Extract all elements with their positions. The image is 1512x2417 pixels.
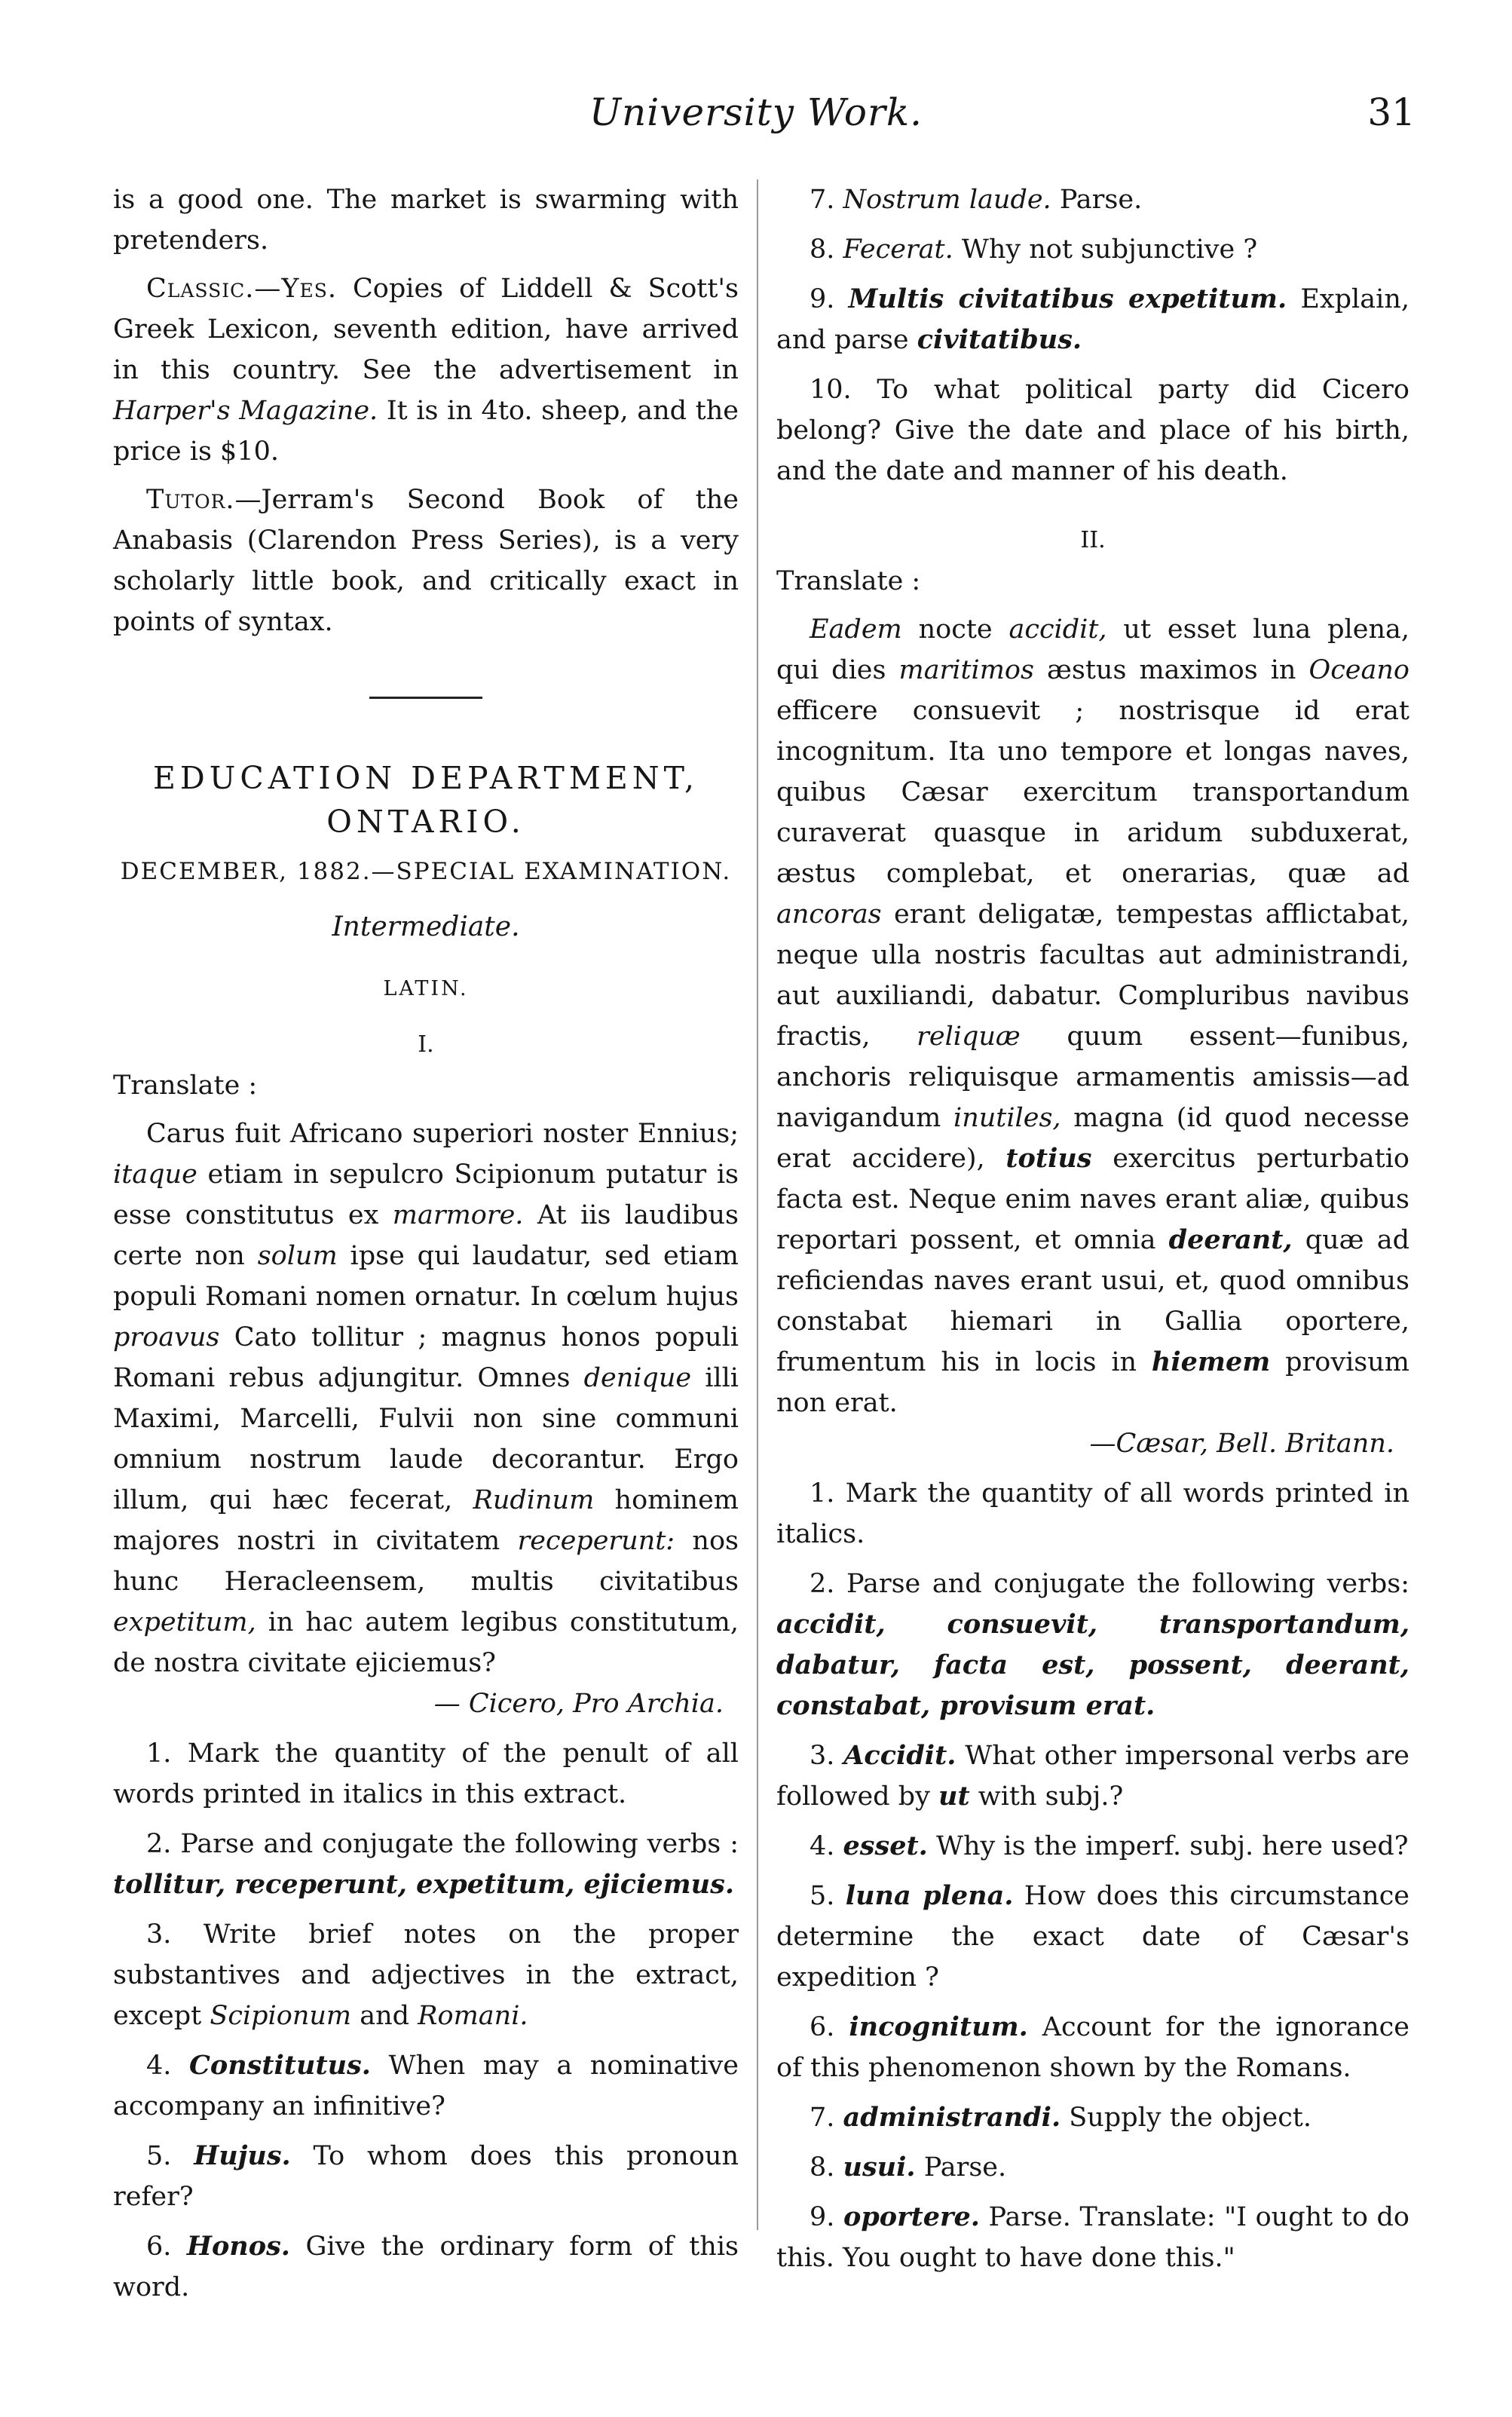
question-item [113, 2136, 739, 2217]
text-run: To whom does this pronoun refer? [113, 2141, 739, 2212]
italic-word: reliquæ [917, 1022, 1021, 1052]
classic-paragraph [113, 268, 739, 472]
text-run: 4. [146, 2051, 190, 2081]
classic-magazine: Harper's Magazine. [113, 396, 378, 426]
text-run: Cato tollitur ; magnus honos populi Romani rebus adjungitur. Omnes [113, 1322, 739, 1393]
text-run: 4. [810, 1831, 843, 1861]
italic-word: maritimos [898, 655, 1034, 685]
question-item [113, 1914, 739, 2036]
question-item [776, 229, 1409, 270]
italic-word: ancoras [776, 899, 882, 930]
passage-attribution: — Cicero, Pro Archia. [433, 1689, 724, 1719]
question-list [776, 1473, 1409, 2278]
left-column [113, 179, 739, 2308]
text-run: 1. Mark the quantity of all words printed in italics. [776, 1478, 1409, 1549]
question-list-continued [776, 179, 1409, 492]
page-header [0, 90, 1512, 151]
question-item [113, 1824, 739, 1905]
text-run: ut esset luna plena, qui dies [776, 614, 1410, 685]
text-run: Parse. [1051, 185, 1143, 215]
continued-paragraph: is a good one. The market is swarming with pretenders. [113, 185, 739, 256]
italic-word: accidit, [1009, 614, 1107, 645]
text-run: Account for the ignorance of this phenomenon shown by the Romans. [776, 2012, 1409, 2083]
tutor-paragraph [113, 479, 739, 642]
italic-word: accidit, consuevit, transportandum, dabatur, facta est, possent, deerant, constabat, provisum erat. [776, 1609, 1409, 1721]
question-item [113, 2045, 739, 2127]
italic-word: hiemem [1151, 1346, 1271, 1377]
dept-heading-line2: ONTARIO. [326, 804, 525, 840]
question-item [113, 1733, 739, 1815]
text-run: Give the ordinary form of this word. [113, 2232, 739, 2302]
italic-word: totius [1005, 1143, 1092, 1174]
text-run: etiam in sepulcro Scipionum putatur is esse constitutus ex [113, 1159, 739, 1230]
text-run: When may a nominative accompany an infinitive? [113, 2051, 739, 2121]
italic-word: Accidit. [843, 1740, 956, 1771]
section-rule [369, 697, 482, 699]
text-run: hominem majores nostri in civitatem [113, 1485, 739, 1556]
italic-word: Eadem [810, 614, 902, 645]
text-run: 2. Parse and conjugate the following verbs: [810, 1569, 1409, 1599]
text-run: æstus maximos in [1033, 655, 1309, 685]
italic-word: oportere. [843, 2201, 980, 2232]
italic-word: Romani. [418, 2001, 528, 2031]
italic-word: Rudinum [473, 1485, 595, 1515]
text-run: At iis laudibus certe non [113, 1200, 739, 1271]
question-item [776, 369, 1409, 492]
question-item [776, 1876, 1409, 1998]
text-run: and [351, 2001, 418, 2031]
italic-word: inutiles, [953, 1103, 1061, 1133]
text-run: 7. [810, 185, 843, 215]
question-item [776, 2007, 1409, 2088]
section-number: II. [1080, 527, 1106, 553]
classic-text-a: Copies of Liddell & Scott's Greek Lexicon, seventh edition, have arrived in this country. See the advertisement in [113, 274, 739, 385]
text-run: quum essent—funibus, anchoris reliquisque armamentis amissis—ad navigandum [776, 1022, 1409, 1133]
italic-word: civitatibus. [917, 324, 1082, 355]
italic-word: itaque [113, 1159, 197, 1190]
italic-word: incognitum. [849, 2011, 1028, 2042]
tutor-label: Tutor. [146, 485, 235, 515]
text-run: erant deligatæ, tempestas afflictabat, neque ulla nostris facultas aut administrandi, aut auxiliandi, dabatur. Compluribus navibus fractis, [776, 899, 1409, 1052]
italic-word: Constitutus. [189, 2050, 371, 2081]
question-item [776, 279, 1409, 360]
italic-word: denique [583, 1363, 692, 1393]
italic-word: Oceano [1308, 655, 1409, 685]
italic-word: marmore. [392, 1200, 524, 1230]
italic-word: expetitum, [113, 1607, 256, 1637]
text-run: How does this circumstance determine the exact date of Cæsar's expedition ? [776, 1881, 1410, 1993]
text-run: Explain, and parse [776, 284, 1409, 355]
running-head: University Work. [589, 90, 923, 134]
classic-text-b: It is in 4to. sheep, and the price is $10. [113, 396, 739, 467]
italic-word: esset. [843, 1830, 928, 1861]
latin-passage [113, 1114, 739, 1683]
question-item [776, 2147, 1409, 2188]
question-item [776, 1473, 1409, 1555]
italic-word: administrandi. [843, 2102, 1061, 2133]
text-run: 9. [810, 2202, 843, 2232]
italic-word: deerant, [1168, 1224, 1293, 1255]
translate-label: Translate : [776, 566, 921, 596]
question-item [113, 2226, 739, 2308]
text-run: 8. [810, 234, 843, 265]
passage-attribution: —Cæsar, Bell. Britann. [1089, 1429, 1394, 1459]
text-run: Why not subjunctive ? [953, 234, 1258, 265]
question-item [776, 1564, 1409, 1726]
question-item [776, 1826, 1409, 1867]
italic-word: luna plena. [845, 1880, 1014, 1911]
italic-word: tollitur, receperunt, expetitum, ejiciemus. [113, 1869, 735, 1900]
latin-passage [776, 609, 1409, 1423]
italic-word: Nostrum laude. [843, 185, 1051, 215]
italic-word: Fecerat. [843, 234, 953, 265]
text-run: nos hunc Heracleensem, multis civitatibus [113, 1526, 739, 1597]
section-number: I. [418, 1031, 434, 1058]
text-run: provisum non erat. [776, 1347, 1409, 1418]
text-run: 5. [146, 2141, 194, 2171]
text-run: What other impersonal verbs are followed by [776, 1741, 1409, 1812]
italic-word: Hujus. [194, 2140, 291, 2171]
text-run: 1. Mark the quantity of the penult of all words printed in italics in this extract. [113, 1738, 739, 1809]
question-item [776, 2197, 1409, 2278]
text-run: illi Maximi, Marcelli, Fulvii non sine communi omnium nostrum laude decorantur. Ergo illum, qui hæc fecerat, [113, 1363, 739, 1515]
italic-word: proavus [113, 1322, 220, 1352]
text-run: 3. Write brief notes on the proper substantives and adjectives in the extract, except [113, 1919, 739, 2031]
level-heading: Intermediate. [332, 911, 520, 942]
text-run: ipse qui laudatur, sed etiam populi Romani nomen ornatur. In cœlum hujus [113, 1241, 739, 1312]
text-run: nocte [901, 614, 1009, 645]
italic-word: solum [257, 1241, 338, 1271]
classic-label: Classic.—Yes. [146, 274, 337, 304]
tutor-text: —Jerram's Second Book of the Anabasis (Clarendon Press Series), is a very scholarly little book, and critically exact in points of syntax. [113, 485, 739, 637]
text-run: 9. [810, 284, 849, 314]
question-item [776, 1735, 1409, 1817]
text-run: magna (id quod necesse erat accidere), [776, 1103, 1409, 1174]
text-run: 6. [146, 2232, 187, 2262]
text-run: 8. [810, 2152, 843, 2183]
text-run: 7. [810, 2103, 843, 2133]
text-run: 6. [810, 2012, 849, 2042]
question-item [776, 2097, 1409, 2138]
column-divider [757, 179, 758, 2230]
text-run: exercitus perturbatio facta est. Neque enim naves erant aliæ, quibus reportari possent, et omnia [776, 1144, 1409, 1255]
text-run: efficere consuevit ; nostrisque id erat incognitum. Ita uno tempore et longas naves, quibus Cæsar exercitum transportandum curaverat quasque in aridum subduxerat, æstus complebat, et onerarias, quæ ad [776, 696, 1409, 889]
text-run: 2. Parse and conjugate the following verbs : [146, 1829, 739, 1859]
text-run: with subj.? [969, 1781, 1124, 1812]
subject-heading: LATIN. [383, 977, 469, 1000]
italic-word: Honos. [186, 2231, 290, 2262]
text-run: Carus fuit Africano superiori noster Ennius; [146, 1119, 739, 1149]
dept-heading-line1: EDUCATION DEPARTMENT, [152, 760, 699, 796]
text-run: Parse. Translate: "I ought to do this. You ought to have done this." [776, 2202, 1409, 2273]
italic-word: receperunt: [517, 1526, 675, 1556]
text-run: 5. [810, 1881, 846, 1911]
text-run: Parse. [915, 2152, 1007, 2183]
right-column [776, 179, 1409, 2278]
text-run: quæ ad reficiendas naves erant usui, et, quod omnibus constabat hiemari in Gallia oportere, frumentum his in locis in [776, 1225, 1409, 1377]
text-run: Supply the object. [1061, 2103, 1312, 2133]
translate-label: Translate : [113, 1071, 258, 1101]
text-run: 3. [810, 1741, 844, 1771]
text-run: 10. To what political party did Cicero belong? Give the date and place of his birth, and the date and manner of his death. [776, 375, 1409, 486]
italic-word: ut [938, 1781, 970, 1812]
italic-word: usui. [843, 2152, 916, 2183]
text-run: Why is the imperf. subj. here used? [927, 1831, 1409, 1861]
text-run: in hac autem legibus constitutum, de nostra civitate ejiciemus? [113, 1607, 739, 1678]
question-list [113, 1733, 739, 2308]
italic-word: Multis civitatibus expetitum. [848, 283, 1287, 314]
page-number: 31 [1367, 90, 1416, 134]
italic-word: Scipionum [210, 2001, 352, 2031]
exam-heading: DECEMBER, 1882.—SPECIAL EXAMINATION. [120, 858, 732, 885]
question-item [776, 179, 1409, 220]
